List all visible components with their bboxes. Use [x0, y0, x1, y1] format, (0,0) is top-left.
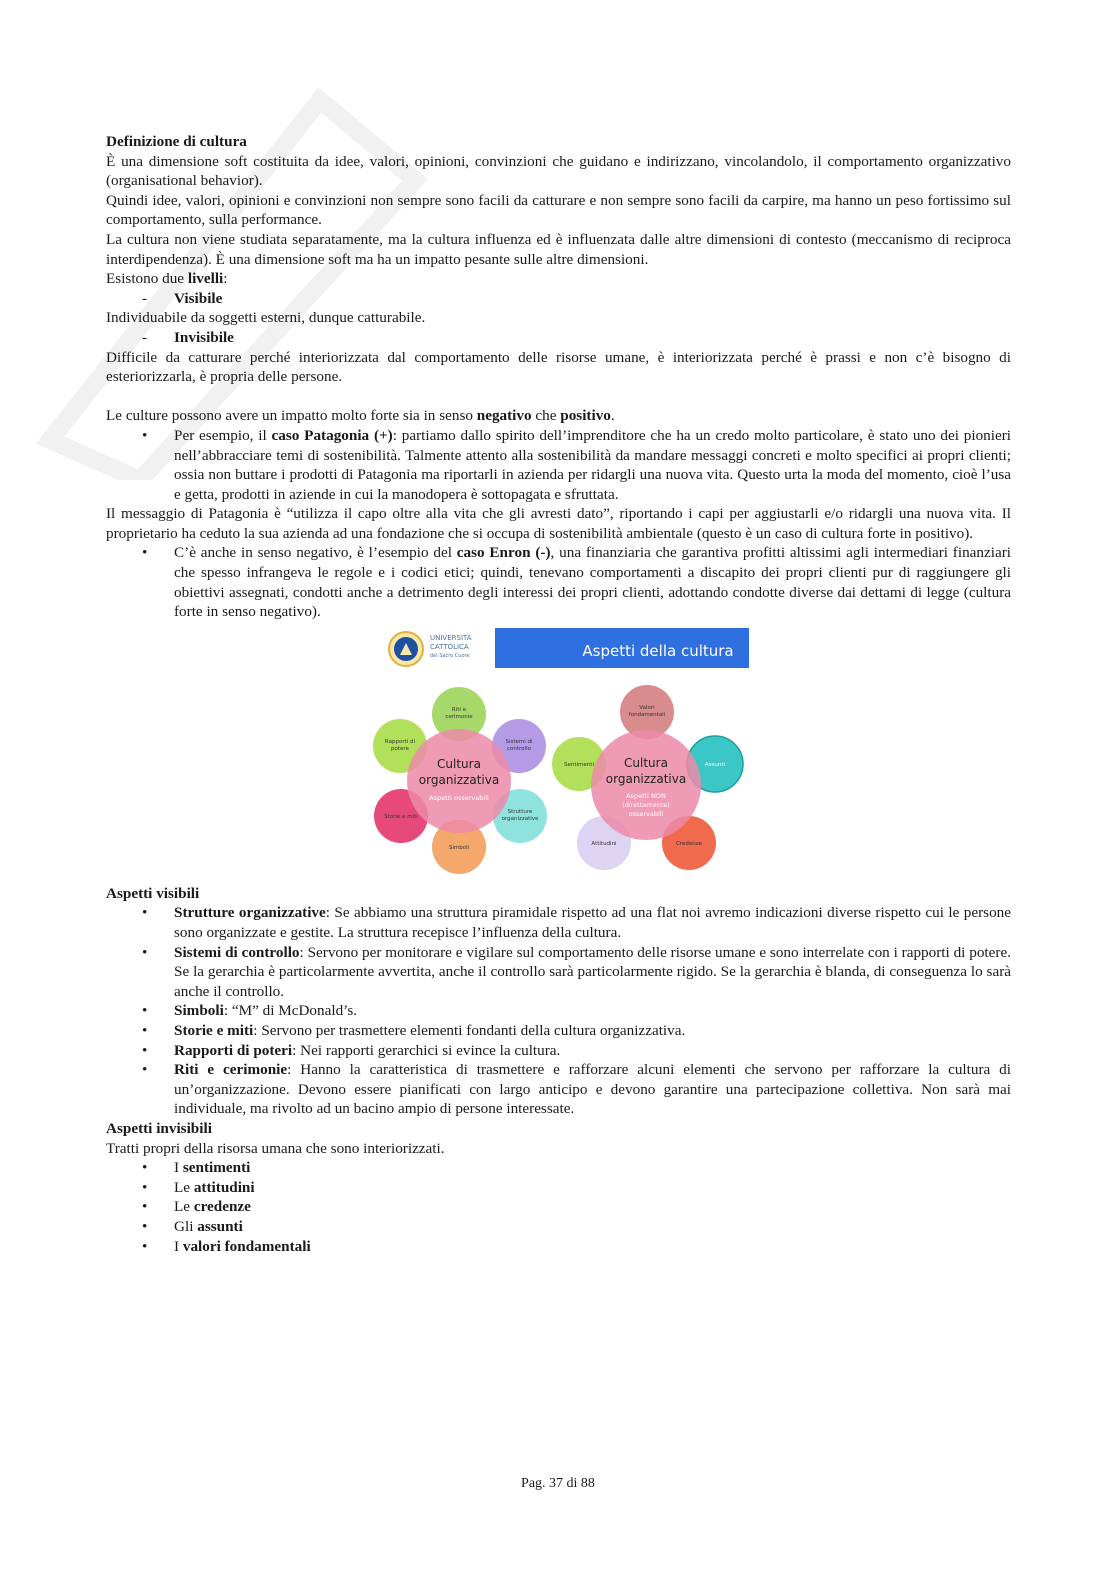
section-title-aspetti-visibili: Aspetti visibili: [106, 884, 200, 902]
list-item: • Strutture organizzative: Se abbiamo una struttura piramidale rispetto ad una flat noi avremo indicazioni diverse rispetto cui le persone sono organizzate e gestite. La struttura recepisce l’influenza della cultura.: [106, 903, 1011, 942]
logo-line3: del Sacro Cuore: [430, 652, 470, 659]
label-valori-2: fondamentali: [628, 711, 666, 718]
list-item: • Storie e miti: Servono per trasmettere elementi fondanti della cultura organizzativa.: [106, 1021, 1011, 1041]
list-item: • Gli assunti: [106, 1217, 1011, 1237]
center-visible-line2: organizzativa: [418, 772, 500, 787]
label-strutture-2: organizzative: [501, 815, 539, 822]
label-rapporti-1: Rapporti di: [384, 738, 416, 745]
label-riti-2: cerimonie: [445, 713, 473, 720]
section-title-aspetti-invisibili: Aspetti invisibili: [106, 1119, 212, 1137]
center-invisible-line2: organizzativa: [605, 771, 687, 786]
paragraph: La cultura non viene studiata separatamente, ma la cultura influenza ed è influenzata dalle altre dimensioni di contesto (meccanismo di reciproca interdipendenza). È una dimensione soft ma ha un impatto pesante sulle altre dimensioni.: [106, 230, 1011, 268]
label-sistemi-1: Sistemi di: [505, 738, 533, 745]
list-item: • I sentimenti: [106, 1158, 1011, 1178]
slide-banner-title: Aspetti della cultura: [582, 641, 734, 660]
list-item: • Riti e cerimonie: Hanno la caratteristica di trasmettere e rafforzare alcuni elementi che servono per rafforzare la cultura di un’organizzazione. Devono essere pianificati con largo anticipo e devono garantire una partecipazione collettiva. Non sarà mai individuale, ma rivolto ad un bacino ampio di persone interessate.: [106, 1060, 1011, 1119]
level-visible: - Visibile: [142, 289, 223, 307]
paragraph: È una dimensione soft costituita da idee, valori, opinioni, convinzioni che guidano e indirizzano, vincolandolo, il comportamento organizzativo (organisational behavior).: [106, 152, 1011, 190]
slide-figure: [106, 622, 1011, 884]
levels-intro: Esistono due livelli:: [106, 270, 228, 288]
label-riti-1: Riti e: [451, 706, 467, 713]
document-page: [106, 132, 1011, 1256]
impact-intro: Le culture possono avere un impatto molto forte sia in senso negativo che positivo.: [106, 407, 615, 425]
list-item: • Le attitudini: [106, 1178, 1011, 1198]
diagram-visible-aspects: [373, 687, 547, 874]
visible-aspects-list: [106, 903, 1011, 1119]
university-logo: [389, 632, 472, 666]
level-invisible: - Invisibile: [142, 328, 234, 346]
list-item: • Le credenze: [106, 1197, 1011, 1217]
paragraph: Quindi idee, valori, opinioni e convinzioni non sempre sono facili da catturare e non sempre sono facili da carpire, ma hanno un peso fortissimo sul comportamento, sulla performance.: [106, 191, 1011, 229]
center-invisible-sub2: (direttamente): [622, 800, 670, 809]
center-visible-sub: Aspetti osservabili: [429, 793, 489, 802]
logo-line2: CATTOLICA: [430, 642, 469, 651]
label-assunti: Assunti: [704, 761, 726, 768]
label-sentimenti: Sentimenti: [564, 761, 594, 768]
label-sistemi-2: controllo: [507, 745, 531, 752]
list-item: • Simboli: “M” di McDonald’s.: [106, 1001, 1011, 1021]
invisible-intro: Tratti propri della risorsa umana che sono interiorizzati.: [106, 1139, 445, 1157]
center-invisible-sub1: Aspetti NON: [626, 791, 666, 800]
label-rapporti-2: potere: [391, 745, 409, 752]
page-number: Pag. 37 di 88: [521, 1476, 595, 1491]
label-simboli: Simboli: [448, 844, 470, 851]
label-storie: Storie e miti: [384, 813, 418, 820]
patagonia-message: Il messaggio di Patagonia è “utilizza il capo oltre alla vita che gli avresti dato”, riportando i capi per aggiustarli e/o ridargli una nuova vita. Il proprietario ha ceduto la sua azienda ad una fondazione che si occupa di sostenibilità ambientale (questo è un caso di cultura forte in positivo).: [106, 505, 1011, 542]
label-credenze: Credenze: [676, 840, 702, 847]
center-invisible-sub3: osservabili: [628, 809, 664, 818]
center-visible-line1: Cultura: [437, 756, 481, 771]
label-valori-1: Valori: [639, 704, 655, 711]
level-visible-text: Individuabile da soggetti esterni, dunque catturabile.: [106, 309, 426, 327]
label-strutture-1: Strutture: [507, 808, 533, 815]
label-attitudini: Attitudini: [591, 840, 617, 847]
list-item: • I valori fondamentali: [106, 1237, 1011, 1257]
list-item: • Sistemi di controllo: Servono per monitorare e vigilare sul comportamento delle risorse umane e sono interrelate con i rapporti di potere. Se la gerarchia è particolarmente avvertita, anche il controllo sarà particolarmente rigido. Se la gerarchia è blanda, di conseguenza lo sarà anche il controllo.: [106, 943, 1011, 1002]
list-item: • Rapporti di poteri: Nei rapporti gerarchici si evince la cultura.: [106, 1041, 1011, 1061]
center-invisible-line1: Cultura: [624, 755, 668, 770]
list-item-enron: • C’è anche in senso negativo, è l’esempio del caso Enron (-), una finanziaria che garantiva profitti altissimi agli intermediari finanziari che spesso infrangeva le regole e i codici etici; quindi, tenevano comportamenti a discapito dei propri clienti pur di raggiungere gli obiettivi assegnati, condotti anche a detrimento degli interessi dei propri clienti, adottando condotte diverse dai dettami di legge (cultura forte in senso negativo).: [106, 543, 1011, 621]
section-title-definizione: Definizione di cultura: [106, 133, 247, 150]
invisible-aspects-list: [106, 1158, 1011, 1256]
diagram-invisible-aspects: [552, 685, 743, 870]
level-invisible-text: Difficile da catturare perché interiorizzata dal comportamento delle risorse umane, è interiorizzata perché è prassi e non c’è bisogno di esteriorizzarla, è propria delle persone.: [106, 348, 1011, 386]
logo-line1: UNIVERSITÀ: [430, 633, 472, 642]
list-item-patagonia: • Per esempio, il caso Patagonia (+): partiamo dallo spirito dell’imprenditore che ha un credo molto particolare, è stato uno dei pionieri nell’abbracciare temi di sostenibilità. Talmente attento alla sostenibilità da mandare messaggi concreti e molto specifici ai propri clienti; ossia non buttare i prodotti di Patagonia ma riportarli in azienda per ridargli una nuova vita. Questo urta la moda del momento, cioè l’usa e getta, prodotti in aziende in cui la manodopera è sottopagata e sfruttata.: [106, 426, 1011, 504]
slide-image: [106, 622, 1011, 884]
